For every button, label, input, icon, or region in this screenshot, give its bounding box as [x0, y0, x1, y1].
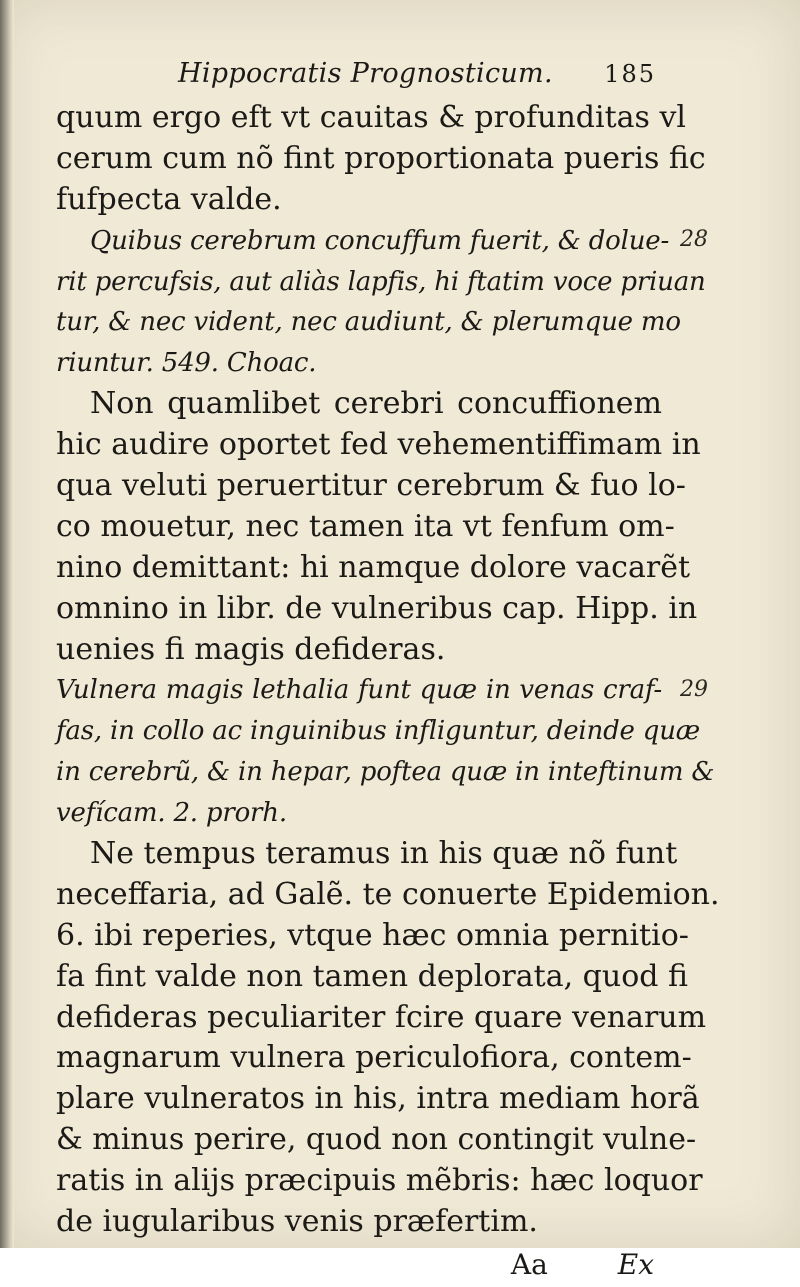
text-line: Ne tempus teramus in his quæ nõ funt	[90, 836, 678, 872]
text-line: co mouetur, nec tamen ita vt fenfum om-	[56, 508, 675, 544]
text-line: quum ergo eft vt cauitas & profunditas vl	[56, 100, 686, 135]
text-line: de iugularibus venis præfertim.	[56, 1204, 538, 1240]
text-line: fa fint valde non tamen deplorata, quod fi	[56, 958, 689, 994]
text-line: hic audire oportet fed vehementiffimam in	[56, 427, 701, 463]
catchword: Ex	[617, 1247, 654, 1281]
text-line: neceffaria, ad Galẽ. te conuerte Epidemion.	[56, 876, 720, 912]
text-line: omnino in libr. de vulneribus cap. Hipp. in	[56, 590, 698, 626]
text-line: ratis in alijs præcipuis mẽbris: hæc loquor	[56, 1163, 703, 1199]
page-number: 185	[604, 60, 656, 88]
margin-note-number: 28	[680, 226, 708, 252]
text-line: vefícam. 2. prorh.	[56, 798, 287, 829]
signature-mark: Aa	[510, 1247, 548, 1281]
running-title: Hippocratis Prognosticum.	[178, 58, 553, 89]
text-line: Non quamlibet cerebri concuffionem	[90, 386, 662, 422]
text-line: fufpecta valde.	[56, 181, 282, 217]
text-line: rit percufsis, aut aliàs lapfis, hi ftatim voce priuan	[56, 266, 706, 297]
text-line: uenies fi magis defideras.	[56, 631, 446, 667]
text-line: plare vulneratos in his, intra mediam horã	[56, 1081, 700, 1117]
text-line: in cerebrũ, & in hepar, poftea quæ in inteftinum &	[56, 757, 715, 788]
text-line: 6. ibi reperies, vtque hæc omnia pernitio-	[56, 917, 689, 953]
text-line: riuntur. 549. Choac.	[56, 348, 317, 379]
text-line: & minus perire, quod non contingit vulne-	[56, 1122, 697, 1158]
running-header	[56, 58, 662, 98]
text-line: defideras peculiariter fcire quare venarum	[56, 999, 707, 1035]
page-gutter-shadow	[0, 0, 14, 1248]
text-line: nino demittant: hi namque dolore vacarẽt	[56, 549, 690, 585]
margin-note-number: 29	[680, 676, 708, 702]
text-line: Quibus cerebrum concuffum fuerit, & dolue-	[90, 225, 670, 256]
text-line: tur, & nec vident, nec audiunt, & plerumque mo	[56, 307, 681, 338]
text-line: Vulnera magis lethalia funt quæ in venas craf-	[56, 675, 662, 706]
text-line: fas, in collo ac inguinibus infliguntur, deinde quæ	[56, 716, 700, 747]
text-line: cerum cum nõ fint proportionata pueris fic	[56, 140, 706, 176]
text-line: qua veluti peruertitur cerebrum & fuo lo-	[56, 468, 686, 504]
text-line: magnarum vulnera periculofiora, contem-	[56, 1040, 692, 1076]
footer-catchwords	[56, 1243, 662, 1287]
